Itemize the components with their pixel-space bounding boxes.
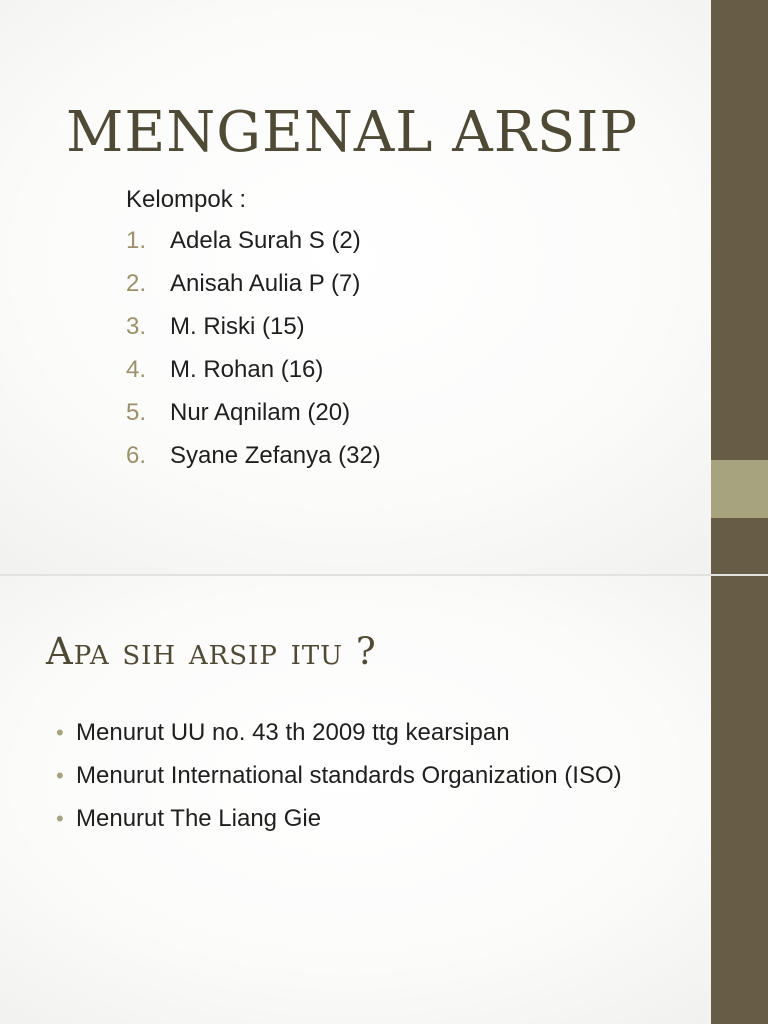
member-name: M. Rohan (16) (170, 356, 324, 383)
slide-title: Apa sih arsip itu ? (46, 630, 377, 673)
member-name: Nur Aqnilam (20) (170, 399, 351, 426)
bullet-item (56, 759, 686, 793)
member-item (126, 399, 381, 442)
sidebar-accent (711, 460, 768, 518)
member-item (126, 227, 381, 270)
member-item (126, 356, 381, 399)
member-item (126, 270, 381, 313)
member-number: 6. (126, 442, 147, 469)
member-number: 2. (126, 270, 147, 297)
slide-title: MENGENAL ARSIP (66, 100, 639, 165)
slide-2 (0, 576, 768, 1024)
bullet-dot-icon: • (56, 720, 64, 745)
bullet-text: Menurut UU no. 43 th 2009 ttg kearsipan (76, 719, 510, 746)
bullet-dot-icon: • (56, 806, 64, 831)
member-item (126, 313, 381, 356)
member-number: 3. (126, 313, 147, 340)
member-name: Adela Surah S (2) (170, 227, 361, 254)
member-number: 5. (126, 399, 147, 426)
bullet-item (56, 802, 686, 836)
group-label: Kelompok : (126, 186, 247, 213)
member-number: 1. (126, 227, 147, 254)
bullet-list (56, 716, 686, 845)
slide-sidebar (711, 576, 768, 1024)
member-list (126, 227, 381, 485)
bullet-item (56, 716, 686, 750)
member-number: 4. (126, 356, 147, 383)
member-name: Syane Zefanya (32) (170, 442, 381, 469)
member-name: Anisah Aulia P (7) (170, 270, 361, 297)
bullet-text: Menurut International standards Organization (ISO) (76, 762, 622, 789)
bullet-dot-icon: • (56, 763, 64, 788)
bullet-text: Menurut The Liang Gie (76, 805, 322, 832)
member-item (126, 442, 381, 485)
member-name: M. Riski (15) (170, 313, 305, 340)
